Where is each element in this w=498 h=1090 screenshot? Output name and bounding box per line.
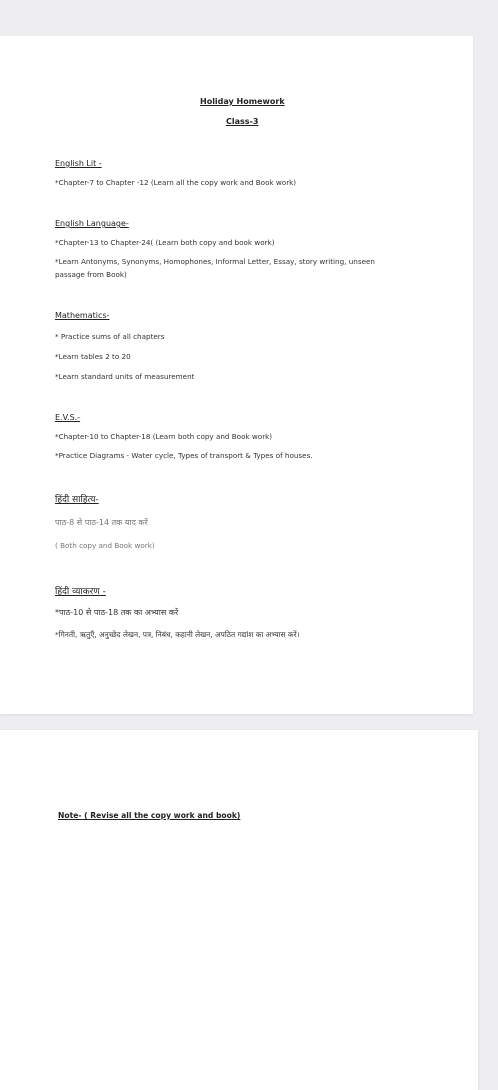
mathematics-line: *Learn tables 2 to 20 xyxy=(55,352,131,361)
hindi-sahitya-line: ( Both copy and Book work) xyxy=(55,541,155,550)
mathematics-line: * Practice sums of all chapters xyxy=(55,332,165,341)
hindi-vyakaran-line: *पाठ-10 से पाठ-18 तक का अभ्यास करें xyxy=(55,608,179,617)
mathematics-line: *Learn standard units of measurement xyxy=(55,372,195,381)
english-lit-heading: English Lit - xyxy=(55,159,102,168)
english-language-heading: English Language- xyxy=(55,219,129,228)
evs-line: *Chapter-10 to Chapter-18 (Learn both copy and Book work) xyxy=(55,432,273,441)
english-language-line: *Chapter-13 to Chapter-24( (Learn both copy and book work) xyxy=(55,238,275,247)
hindi-sahitya-line: पाठ-8 से पाठ-14 तक याद करें xyxy=(55,518,148,527)
evs-heading: E.V.S.- xyxy=(55,413,81,422)
document-page-2 xyxy=(0,730,478,1090)
class-subtitle: Class-3 xyxy=(226,117,259,126)
document-page-1 xyxy=(0,36,473,714)
evs-line: *Practice Diagrams - Water cycle, Types of transport & Types of houses. xyxy=(55,451,313,460)
mathematics-heading: Mathematics- xyxy=(55,311,110,320)
hindi-vyakaran-line: *गिनती, ऋतुएँ, अनुच्छेद लेखन, पत्र, निबंध, कहानी लेखन, अपठित गद्यांश का अभ्यास करें। xyxy=(55,630,300,639)
hindi-vyakaran-heading: हिंदी व्याकरण - xyxy=(55,587,106,597)
english-language-line: *Learn Antonyms, Synonyms, Homophones, Informal Letter, Essay, story writing, unseen xyxy=(55,257,375,266)
document-title: Holiday Homework xyxy=(200,97,285,106)
english-lit-line: *Chapter-7 to Chapter -12 (Learn all the copy work and Book work) xyxy=(55,178,297,187)
revision-note: Note- ( Revise all the copy work and book) xyxy=(58,811,241,820)
english-language-line: passage from Book) xyxy=(55,270,127,279)
hindi-sahitya-heading: हिंदी साहित्य- xyxy=(55,495,99,505)
